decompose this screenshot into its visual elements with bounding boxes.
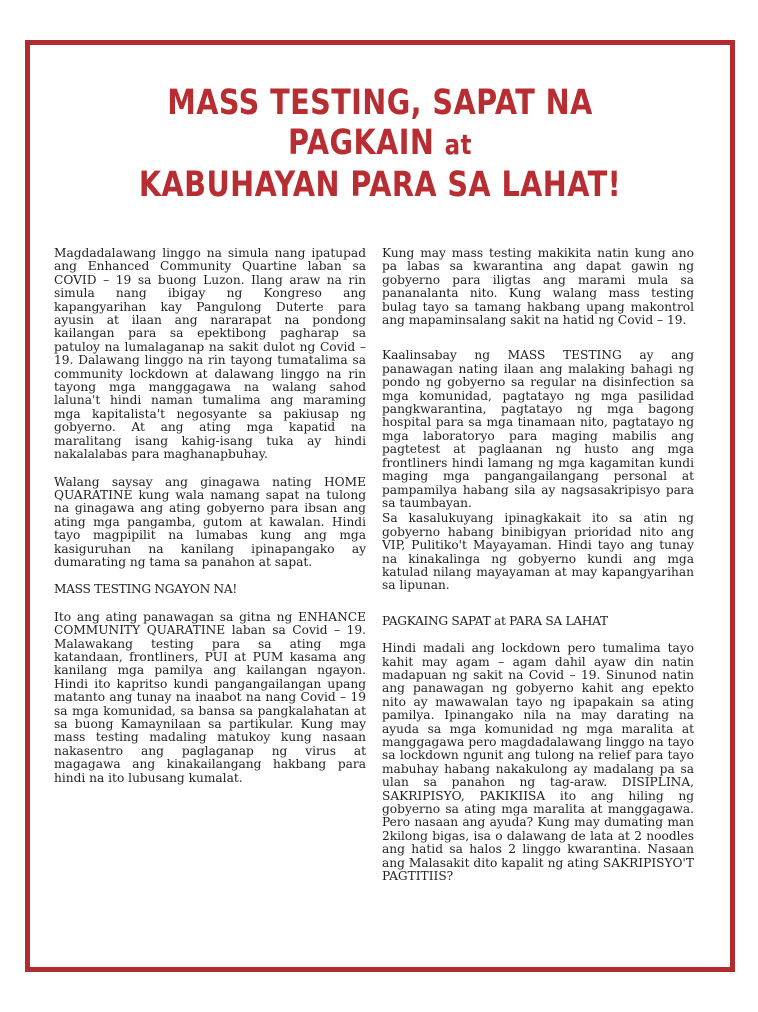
right-paragraph-1: Kung may mass testing makikita natin kung ano pa labas sa kwarantina ang dapat gawin ng gobyerno para iligtas ang marami mula sa pananalanta nito. Kung walang mass testing bulag tayo sa tamang hakbang upang makontrol ang mapaminsalang sakit na hatid ng Covid – 19. bbox=[382, 246, 694, 328]
title-line-2 bbox=[89, 123, 671, 165]
title-line-1: MASS TESTING, SAPAT NA bbox=[167, 83, 593, 123]
left-column bbox=[54, 247, 366, 799]
title-line-3: KABUHAYAN PARA SA LAHAT! bbox=[138, 165, 622, 205]
document-title bbox=[89, 83, 671, 205]
right-paragraph-4: Hindi madali ang lockdown pero tumalima tayo kahit may agam – agam dahil ayaw din natin madapuan ng sakit na Covid – 19. Sinunod natin ang panawagan ng gobyerno kahit ang epekto nito ay mawawalan tayo ng ipapakain sa ating pamilya. Ipinangako nila na may darating na ayuda sa mga komunidad ng mga maralita at manggagawa pero magdadalawang linggo na tayo sa lockdown ngunit ang tulong na relief para tayo mabuhay habang nakakulong ay madalang pa sa ulan sa panahon ng tag-araw. DISIPLINA, SAKRIPISYO, PAKIKIISA ito ang hiling ng gobyerno sa ating mga maralita at manggagawa. Pero nasaan ang ayuda? Kung may dumating man 2kilong bigas, isa o dalawang de lata at 2 noodles ang hatid sa halos 2 linggo kwarantina. Nasaan ang Malasakit dito kapalit ng ating SAKRIPISYO'T PAGTITIIS? bbox=[382, 641, 694, 884]
title-line-2-main: PAGKAIN bbox=[288, 123, 445, 163]
left-section-heading: MASS TESTING NGAYON NA! bbox=[54, 582, 237, 597]
right-column bbox=[382, 247, 694, 897]
title-line-2-small: at bbox=[444, 128, 472, 161]
left-paragraph-3: Ito ang ating panawagan sa gitna ng ENHANCE COMMUNITY QUARATINE laban sa Covid – 19. Malawakang testing para sa ating mga katandaan, frontliners, PUI at PUM kasama ang kanilang mga pamilya ang kailangan ngayon. Hindi ito kapritso kundi pangangailangan upang matanto ang tunay na inaabot na nang Covid – 19 sa mga komunidad, sa bansa sa pangkalahatan at sa buong Kamaynilaan sa partikular. Kung may mass testing madaling matukoy kung nasaan nakasentro ang paglaganap ng virus at magagawa ang kinakailangang hakbang para hindi na ito lubusang kumalat. bbox=[54, 609, 366, 785]
right-paragraph-2: Kaalinsabay ng MASS TESTING ay ang panawagan nating ilaan ang malaking bahagi ng pondo ng gobyerno sa regular na disinfection sa mga komunidad, pagtatayo ng mga pasilidad pangkwarantina, pagtatayo ng mga bagong hospital para sa mga tinamaan nito, pagtatayo ng mga laboratoryo para maging mabilis ang pagtetest at paglaanan ng husto ang mga frontliners hindi lamang ng mga kagamitan kundi maging mga pangangailangang personal at pampamilya habang sila ay nagsasakripisyo para sa taumbayan. bbox=[382, 348, 694, 510]
left-paragraph-2: Walang saysay ang ginagawa nating HOME QUARATINE kung wala namang sapat na tulong na ginagawa ang ating gobyerno para ibsan ang ating mga pangamba, gutom at kawalan. Hindi tayo magpipilit na lumabas kung ang mga kasiguruhan na kanilang ipinapangako ay dumarating ng tama sa panahon at sapat. bbox=[54, 474, 366, 569]
left-paragraph-1: Magdadalawang linggo na simula nang ipatupad ang Enhanced Community Quartine laban sa COVID – 19 sa buong Luzon. Ilang araw na rin simula nang ibigay ng Kongreso ang kapangyarihan kay Pangulong Duterte para ayusin at ilaan ang nararapat na pondong kailangan para sa epektibong pagharap sa patuloy na lumalaganap na sakit dulot ng Covid – 19. Dalawang linggo na rin tayong tumatalima sa community lockdown at dalawang linggo na rin tayong mga manggagawa na walang sahod laluna't hindi naman tumalima ang maraming mga kapitalista't negosyante sa pakiusap ng gobyerno. At ang ating mga kapatid na maralitang isang kahig-isang tuka ay hindi nakalalabas para maghanapbuhay. bbox=[54, 246, 366, 462]
right-section-heading: PAGKAING SAPAT at PARA SA LAHAT bbox=[382, 613, 608, 628]
right-paragraph-3: Sa kasalukuyang ipinagkakait ito sa atin ng gobyerno habang binibigyan prioridad nito ang VIP, Pulitiko't Mayayaman. Hindi tayo ang tunay na kinakalinga ng gobyerno kundi ang mga katulad nilang mayayaman at may kapangyarihan sa lipunan. bbox=[382, 511, 694, 593]
